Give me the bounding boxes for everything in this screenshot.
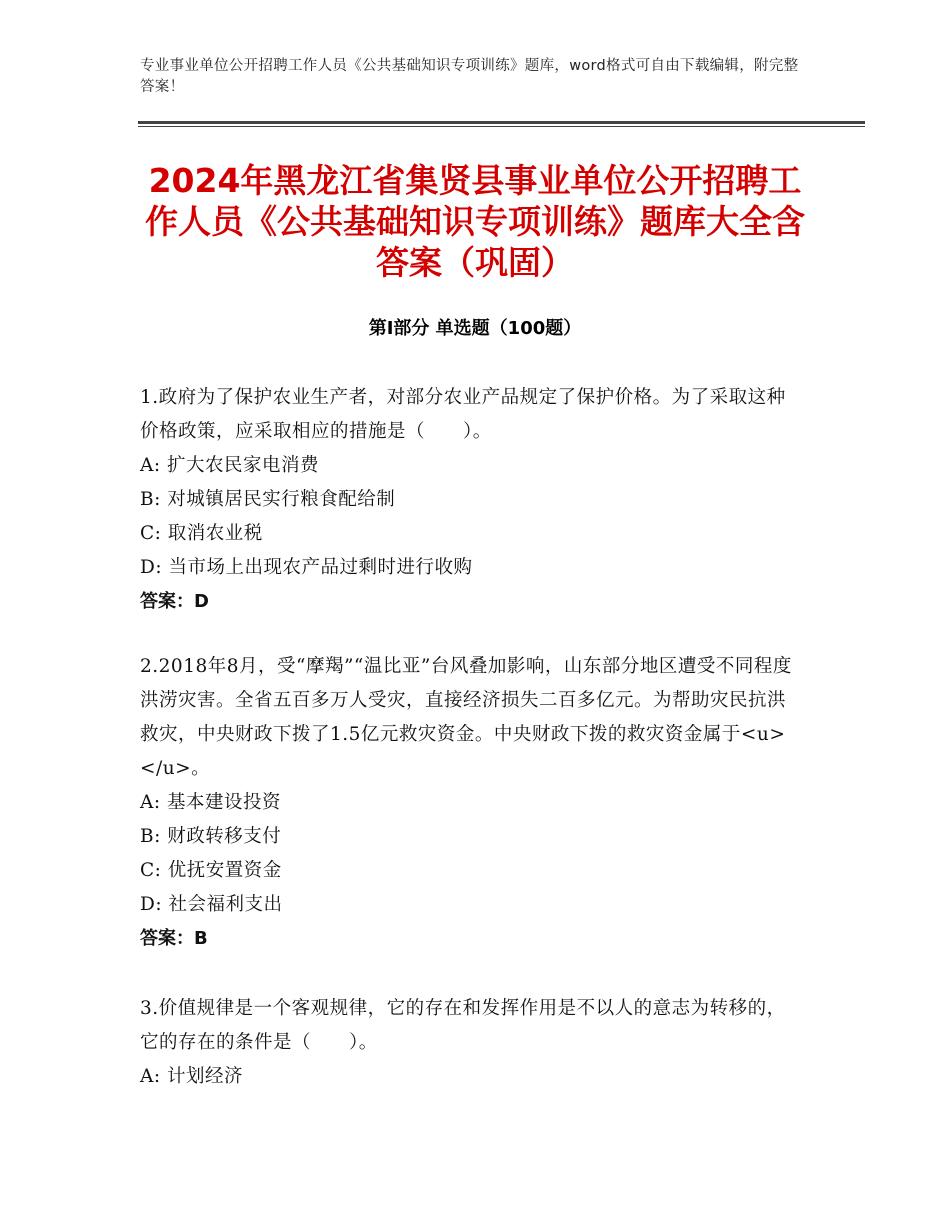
question-1 <box>140 381 800 619</box>
option-b: B: 对城镇居民实行粮食配给制 <box>140 489 396 510</box>
option-d: D: 社会福利支出 <box>140 894 283 915</box>
document-title: 2024年黑龙江省集贤县事业单位公开招聘工作人员《公共基础知识专项训练》题库大全含答案（巩固） <box>145 161 805 282</box>
option-c: C: 优抚安置资金 <box>140 860 282 881</box>
header-note: 专业事业单位公开招聘工作人员《公共基础知识专项训练》题库，word格式可自由下载编辑，附完整答案！ <box>140 58 799 95</box>
header-divider-thin <box>138 126 865 127</box>
question-stem: 3.价值规律是一个客观规律，它的存在和发挥作用是不以人的意志为转移的，它的存在的条件是（ ）。 <box>140 998 786 1053</box>
question-stem: 2.2018年8月，受“摩羯”“温比亚”台风叠加影响，山东部分地区遭受不同程度洪涝灾害。全省五百多万人受灾，直接经济损失二百多亿元。为帮助灾民抗洪救灾，中央财政下拨了1.5亿元救灾资金。中央财政下拨的救灾资金属于<u> </u>。 <box>140 656 843 779</box>
option-d: D: 当市场上出现农产品过剩时进行收购 <box>140 557 473 578</box>
answer: 答案：B <box>140 928 208 949</box>
answer: 答案：D <box>140 591 209 612</box>
option-c: C: 取消农业税 <box>140 523 263 544</box>
question-stem: 1.政府为了保护农业生产者，对部分农业产品规定了保护价格。为了采取这种价格政策，应采取相应的措施是（ ）。 <box>140 387 786 442</box>
option-a: A: 计划经济 <box>140 1066 243 1087</box>
question-3 <box>140 992 800 1094</box>
header-divider-thick <box>138 121 865 124</box>
option-a: A: 基本建设投资 <box>140 792 281 813</box>
option-a: A: 扩大农民家电消费 <box>140 455 319 476</box>
question-2 <box>140 650 843 956</box>
option-b: B: 财政转移支付 <box>140 826 282 847</box>
section-title: 第Ⅰ部分 单选题（100题） <box>368 318 582 339</box>
